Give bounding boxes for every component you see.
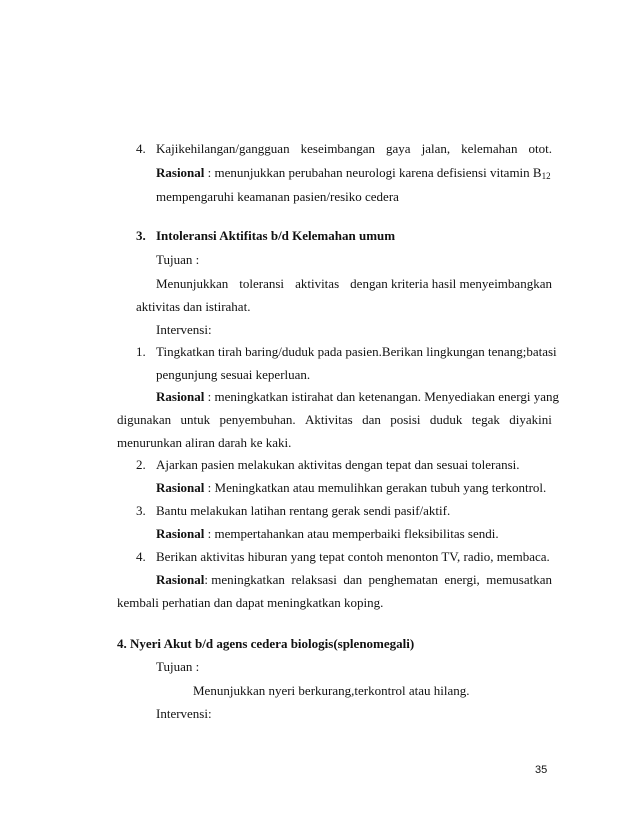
intervention2-rationale: Rasional : Meningkatkan atau memulihkan gerakan tubuh yang terkontrol. bbox=[156, 480, 547, 495]
vitamin-subscript: 12 bbox=[541, 171, 551, 181]
item4-text: Kajikehilangan/gangguan keseimbangan gaya jalan, kelemahan otot. bbox=[156, 141, 552, 156]
diagnosis3-title: Intoleransi Aktifitas b/d Kelemahan umum bbox=[156, 228, 396, 243]
intervention4-number: 4. bbox=[136, 549, 146, 564]
diagnosis3-tujuan-label: Tujuan : bbox=[156, 252, 200, 267]
item4-number: 4. bbox=[136, 141, 146, 156]
intervention1-rationale-line2: digunakan untuk penyembuhan. Aktivitas dan posisi duduk tegak diyakini bbox=[117, 412, 552, 427]
diagnosis3-tujuan-line1: Menunjukkan toleransi aktivitas dengan kriteria hasil menyeimbangkan bbox=[156, 276, 552, 291]
intervention3-text: Bantu melakukan latihan rentang gerak sendi pasif/aktif. bbox=[156, 503, 451, 518]
intervention1-rationale: Rasional : meningkatkan istirahat dan ketenangan. Menyediakan energi yang bbox=[156, 389, 560, 404]
diagnosis4-intervensi-label: Intervensi: bbox=[156, 706, 212, 721]
item4-rationale: Rasional : menunjukkan perubahan neurologi karena defisiensi vitamin B12 bbox=[156, 165, 551, 181]
intervention2-number: 2. bbox=[136, 457, 146, 472]
item4-rationale-cont: mempengaruhi keamanan pasien/resiko cedera bbox=[156, 189, 399, 204]
intervention4-rationale-line2: kembali perhatian dan dapat meningkatkan koping. bbox=[117, 595, 384, 610]
intervention3-number: 3. bbox=[136, 503, 146, 518]
diagnosis4-title: 4. Nyeri Akut b/d agens cedera biologis(splenomegali) bbox=[117, 636, 415, 651]
diagnosis3-intervensi-label: Intervensi: bbox=[156, 322, 212, 337]
diagnosis3-number: 3. bbox=[136, 228, 146, 243]
diagnosis3-tujuan-line2: aktivitas dan istirahat. bbox=[136, 299, 251, 314]
intervention4-text: Berikan aktivitas hiburan yang tepat contoh menonton TV, radio, membaca. bbox=[156, 549, 550, 564]
intervention1-line2: pengunjung sesuai keperluan. bbox=[156, 367, 311, 382]
intervention2-text: Ajarkan pasien melakukan aktivitas dengan tepat dan sesuai toleransi. bbox=[156, 457, 520, 472]
intervention3-rationale: Rasional : mempertahankan atau memperbaiki fleksibilitas sendi. bbox=[156, 526, 499, 541]
diagnosis4-tujuan-label: Tujuan : bbox=[156, 659, 200, 674]
intervention1-line1: Tingkatkan tirah baring/duduk pada pasien. Berikan lingkungan tenang; batasi bbox=[156, 344, 557, 359]
rationale-label: Rasional bbox=[156, 165, 205, 180]
intervention4-rationale: Rasional: meningkatkan relaksasi dan penghematan energi, memusatkan bbox=[156, 572, 552, 587]
intervention1-number: 1. bbox=[136, 344, 146, 359]
intervention1-rationale-line3: menurunkan aliran darah ke kaki. bbox=[117, 435, 292, 450]
diagnosis4-tujuan-text: Menunjukkan nyeri berkurang,terkontrol atau hilang. bbox=[193, 683, 470, 698]
page-number: 35 bbox=[535, 764, 548, 776]
